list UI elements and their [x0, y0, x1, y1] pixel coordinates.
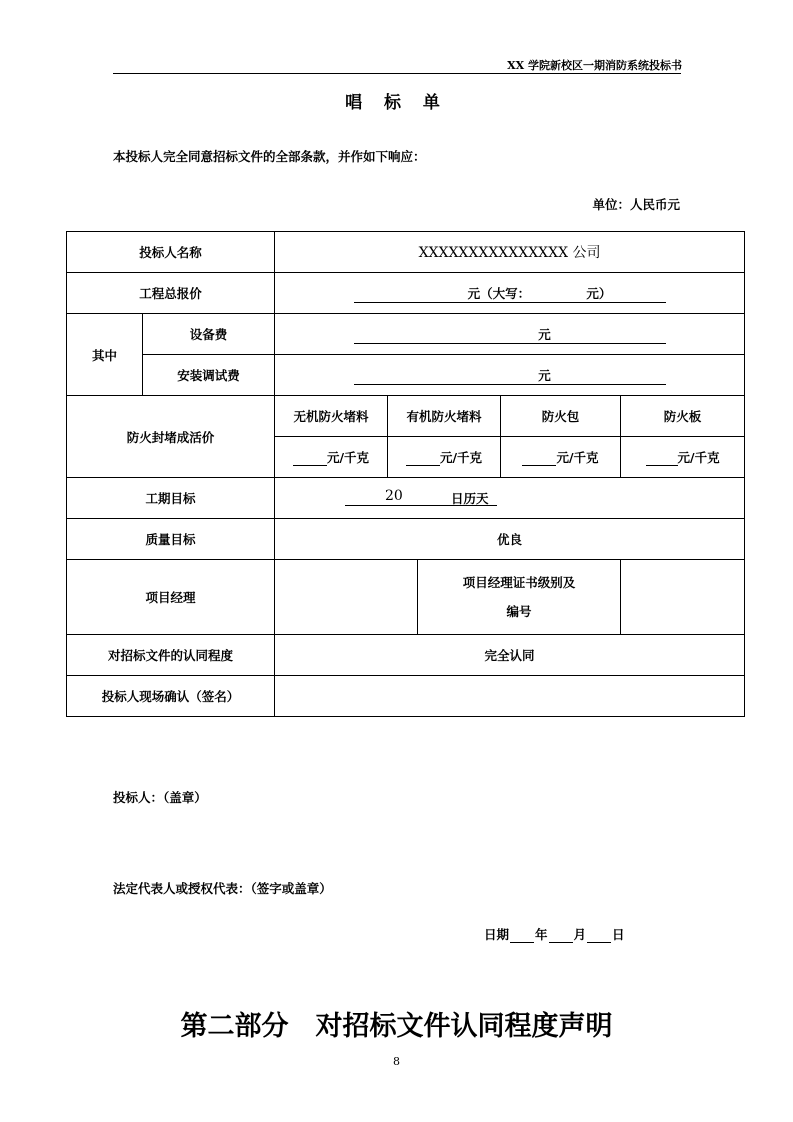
- page-title: 唱 标 单: [345, 93, 448, 113]
- bidder-name-label: 投标人名称: [67, 232, 275, 273]
- page-number: 8: [393, 1055, 400, 1068]
- among-label: 其中: [67, 314, 143, 396]
- schedule-days: 20: [385, 487, 403, 504]
- schedule-unit: 日历天: [451, 490, 489, 506]
- install-fee-label: 安装调试费: [143, 355, 275, 396]
- project-manager-label: 项目经理: [67, 560, 275, 635]
- onsite-signature-field[interactable]: [275, 676, 745, 717]
- schedule-target-label: 工期目标: [67, 478, 275, 519]
- fire-item-board: 防火板: [621, 396, 745, 437]
- header-divider: [113, 73, 681, 74]
- fire-item-bag: 防火包: [501, 396, 621, 437]
- month-blank[interactable]: [549, 930, 573, 943]
- day-label: 日: [612, 927, 625, 942]
- organic-price[interactable]: 元/千克: [388, 437, 501, 478]
- date-line: [484, 925, 625, 943]
- inorganic-price[interactable]: 元/千克: [275, 437, 388, 478]
- document-header-title: XX 学院新校区一期消防系统投标书: [507, 59, 682, 72]
- year-label: 年: [535, 927, 548, 942]
- recognition-degree-value: 完全认同: [275, 635, 745, 676]
- equipment-fee-label: 设备费: [143, 314, 275, 355]
- fire-item-organic: 有机防火堵料: [388, 396, 501, 437]
- install-fee-value[interactable]: [275, 355, 745, 396]
- pm-certificate-value[interactable]: [621, 560, 745, 635]
- quality-target-label: 质量目标: [67, 519, 275, 560]
- bidder-seal-line: 投标人：（盖章）: [113, 790, 207, 805]
- section-heading: 第二部分 对招标文件认同程度声明: [180, 1011, 613, 1042]
- fire-board-price[interactable]: 元/千克: [621, 437, 745, 478]
- month-label: 月: [573, 927, 587, 942]
- bid-form-table: [66, 231, 745, 717]
- equipment-fee-value[interactable]: [275, 314, 745, 355]
- total-price-text: 元（大写： 元）: [467, 285, 612, 301]
- pm-certificate-label: 项目经理证书级别及编号: [418, 560, 621, 635]
- day-blank[interactable]: [587, 930, 611, 943]
- fire-bag-price[interactable]: 元/千克: [501, 437, 621, 478]
- fire-seal-price-label: 防火封堵成活价: [67, 396, 275, 478]
- recognition-degree-label: 对招标文件的认同程度: [67, 635, 275, 676]
- equipment-fee-unit: 元: [538, 326, 551, 342]
- schedule-target-value[interactable]: [275, 478, 745, 519]
- total-price-value[interactable]: [275, 273, 745, 314]
- year-blank[interactable]: [510, 930, 534, 943]
- project-manager-value[interactable]: [275, 560, 418, 635]
- intro-statement: 本投标人完全同意招标文件的全部条款，并作如下响应：: [113, 149, 426, 164]
- currency-unit: 单位：人民币元: [592, 197, 680, 212]
- quality-target-value: 优良: [275, 519, 745, 560]
- date-label: 日期: [484, 927, 510, 942]
- onsite-confirmation-label: 投标人现场确认（签名）: [67, 676, 275, 717]
- install-fee-unit: 元: [538, 367, 551, 383]
- total-price-label: 工程总报价: [67, 273, 275, 314]
- fire-item-inorganic: 无机防火堵料: [275, 396, 388, 437]
- representative-signature-line: 法定代表人或授权代表：（签字或盖章）: [113, 881, 332, 896]
- bidder-name-value: XXXXXXXXXXXXXXX 公司: [275, 232, 745, 273]
